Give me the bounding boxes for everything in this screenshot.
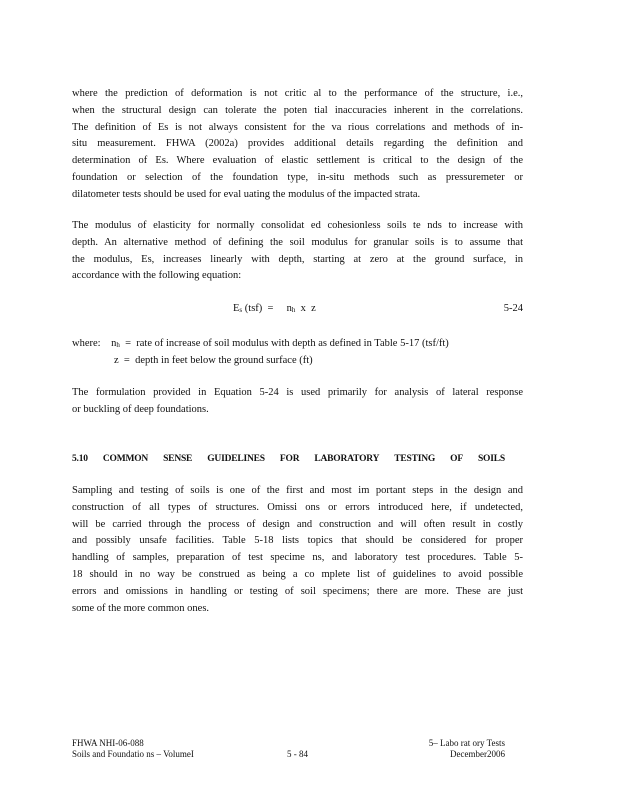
text-line: errors and omissions in handling or testing of soil specimens; there are more. These are just — [72, 585, 523, 597]
footer-chapter: 5– Labo rat ory Tests — [428, 738, 505, 748]
text-line: The modulus of elasticity for normally consolidat ed cohesionless soils te nds to increase with — [72, 220, 523, 231]
where-definitions — [72, 336, 523, 370]
text-line: 18 should in no way be construed as being a co mplete list of guidelines to avoid possible — [72, 568, 523, 580]
text-line: dilatometer tests should be used for eval uating the modulus of the impacted strata. — [72, 188, 421, 200]
footer-date: December2006 — [450, 749, 505, 759]
section-heading: 5.10 COMMON SENSE GUIDELINES FOR LABORATORY TESTING OF SOILS — [72, 454, 505, 464]
footer-report-id: FHWA NHI-06-088 — [72, 738, 144, 748]
paragraph-modulus — [72, 218, 523, 285]
text-line: Sampling and testing of soils is one of the first and most im portant steps in the design and — [72, 485, 523, 496]
text-line: when the structural design can tolerate the poten tial inaccuracies inherent in the correlations. — [72, 104, 523, 116]
text-line: and possibly unsafe facilities. Table 5-18 lists topics that should be considered for proper — [72, 535, 523, 547]
text-line: The formulation provided in Equation 5-24 is used primarily for analysis of lateral response — [72, 387, 523, 398]
footer-title: Soils and Foundatio ns – VolumeI — [72, 749, 194, 759]
text-line: accordance with the following equation: — [72, 270, 242, 282]
text-line: situ measurement. FHWA (2002a) provides additional details regarding the definition and — [72, 138, 523, 150]
text-line: or buckling of deep foundations. — [72, 403, 209, 415]
text-line: depth. An alternative method of defining the soil modulus for granular soils is to assume that — [72, 236, 523, 248]
text-line: handling of samples, preparation of test specime ns, and laboratory test procedures. Table 5- — [72, 552, 523, 564]
text-line: The definition of Es is not always consistent for the va rious correlations and methods of in- — [72, 121, 523, 133]
page-footer — [72, 738, 523, 760]
text-line: the modulus, Es, increases linearly with depth, starting at zero at the ground surface, in — [72, 253, 523, 265]
text-line: foundation or selection of the foundation type, in-situ methods such as pressuremeter or — [72, 171, 523, 183]
equation-expression: $E_s$ (tsf) = $n_h$ x z — [233, 303, 316, 314]
text-line: some of the more common ones. — [72, 602, 210, 614]
text-line: will be carried through the process of design and construction and will often result in costly — [72, 518, 523, 530]
definition-z: z = depth in feet below the ground surface (ft) — [114, 354, 313, 366]
paragraph-sampling — [72, 483, 523, 617]
paragraph-deformation — [72, 86, 523, 204]
text-line: where the prediction of deformation is not critic al to the performance of the structure, i.e., — [72, 88, 523, 99]
text-line: determination of Es. Where evaluation of elastic settlement is critical to the design of the — [72, 155, 523, 167]
equation-number: 5-24 — [503, 303, 523, 314]
definition-nh: where: $n_h$ = rate of increase of soil modulus with depth as defined in Table 5-17 (tsf/ft) — [72, 338, 449, 349]
equation-5-24 — [72, 301, 523, 317]
text-line: construction of all types of structures. Omissi ons or errors introduced here, if undetected, — [72, 501, 523, 513]
footer-page-number: 5 - 84 — [287, 749, 308, 759]
paragraph-formulation — [72, 385, 523, 419]
